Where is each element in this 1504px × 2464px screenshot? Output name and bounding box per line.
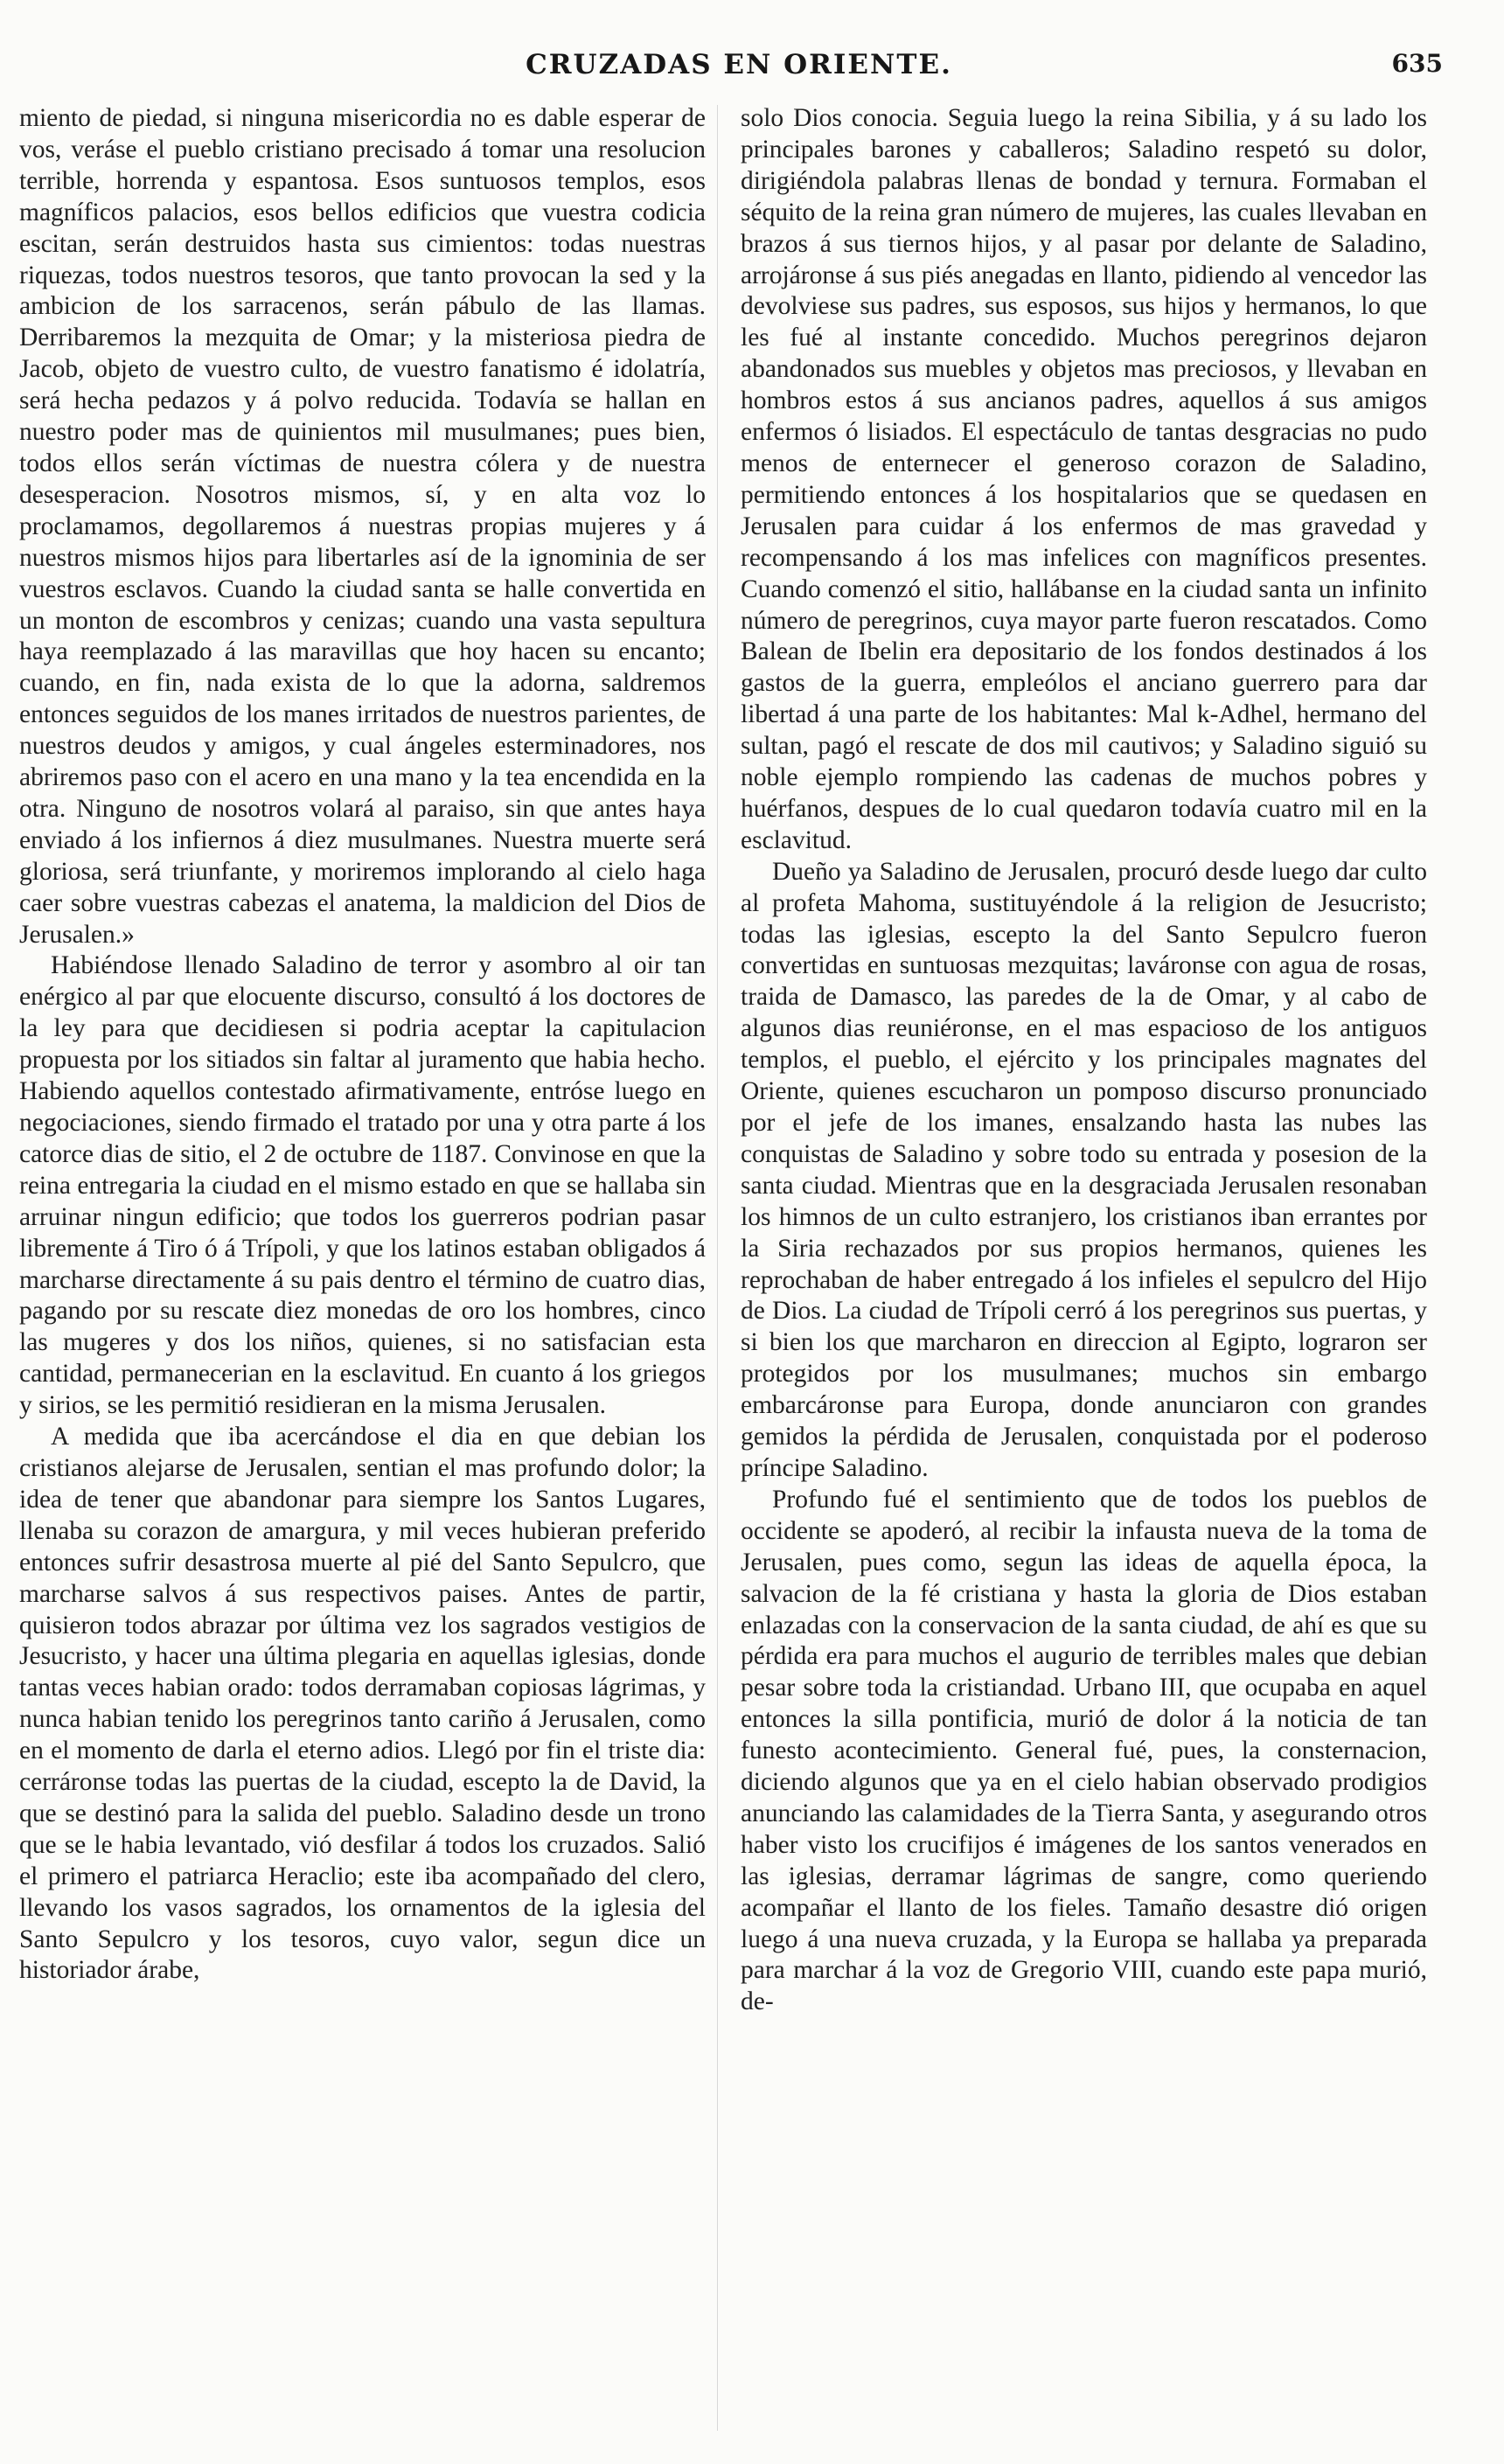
paragraph: Habiéndose llenado Saladino de terror y asombro al oir tan enérgico al par que elocuente discurso, consultó á los doctores de la ley para que decidiesen si podria aceptar la capitulacion propuesta por los sitiados sin faltar al juramento que habia hecho. Habiendo aquellos contestado afirmativamente, entróse luego en negociaciones, siendo firmado el tratado por una y otra parte á los catorce dias de sitio, el 2 de octubre de 1187. Convinose en que la reina entregaria la ciudad en el mismo estado en que se hallaba sin arruinar ningun edificio; que todos los guerreros podrian pasar libremente á Tiro ó á Trípoli, y que los latinos estaban obligados á marcharse directamente á su pais dentro el término de cuatro dias, pagando por su rescate diez monedas de oro los hombres, cinco las mugeres y dos los niños, quienes, si no satisfacian esta cantidad, permanecerian en la esclavitud. En cuanto á los griegos y sirios, se les permitió residieran en la misma Jerusalen. [19,951,706,1420]
page-header [35,42,1443,94]
column-divider [717,105,718,2431]
page-number: 635 [1391,49,1443,78]
paragraph: Dueño ya Saladino de Jerusalen, procuró desde luego dar culto al profeta Mahoma, sustituyéndole á la religion de Jesucristo; todas las iglesias, escepto la del Santo Sepulcro fueron convertidas en suntuosas mezquitas; laváronse con agua de rosas, traida de Damasco, las paredes de la de Omar, y al cabo de algunos dias reuniéronse, en el mas espacioso de los antiguos templos, el pueblo, el ejército y los principales magnates del Oriente, quienes escucharon un pomposo discurso pronunciado por el jefe de los imanes, ensalzando hasta las nubes las conquistas de Saladino y sobre todo su entrada y posesion de la santa ciudad. Mientras que en la desgraciada Jerusalen resonaban los himnos de un culto estranjero, los cristianos iban errantes por la Siria rechazados por sus propios hermanos, quienes les reprochaban de haber entregado á los infieles el sepulcro del Hijo de Dios. La ciudad de Trípoli cerró á los peregrinos sus puertas, y si bien los que marcharon en direccion al Egipto, lograron ser protegidos por los musulmanes; muchos sin embargo embarcáronse para Europa, donde anunciaron con grandes gemidos la pérdida de Jerusalen, conquistada por el poderoso príncipe Saladino. [741,857,1427,1482]
left-column [19,103,706,2447]
paragraph: solo Dios conocia. Seguia luego la reina Sibilia, y á su lado los principales barones y caballeros; Saladino respetó su dolor, dirigiéndola palabras llenas de bondad y ternura. Formaban el séquito de la reina gran número de mujeres, las cuales llevaban en brazos á sus tiernos hijos, y al pasar por delante de Saladino, arrojáronse á sus piés anegadas en llanto, pidiendo al vencedor las devolviese sus padres, sus esposos, sus hijos y hermanos, lo que les fué al instante concedido. Muchos peregrinos dejaron abandonados sus muebles y objetos mas preciosos, y llevaban en hombros estos á sus ancianos padres, aquellos á sus amigos enfermos ó lisiados. El espectáculo de tantas desgracias no pudo menos de enternecer el generoso corazon de Saladino, permitiendo entonces á los hospitalarios que se quedasen en Jerusalen para cuidar á los enfermos de mas gravedad y recompensando á los mas infelices con magníficos presentes. Cuando comenzó el sitio, hallábanse en la ciudad santa un infinito número de peregrinos, cuya mayor parte fueron rescatados. Como Balean de Ibelin era depositario de los fondos destinados á los gastos de la guerra, empleólos el anciano guerrero para dar libertad á una parte de los habitantes: Mal k-Adhel, hermano del sultan, pagó el rescate de dos mil cautivos; y Saladino siguió su noble ejemplo rompiendo las cadenas de muchos pobres y huérfanos, despues de lo cual quedaron todavía cuatro mil en la esclavitud. [741,104,1427,854]
paragraph: A medida que iba acercándose el dia en que debian los cristianos alejarse de Jerusalen, sentian el mas profundo dolor; la idea de tener que abandonar para siempre los Santos Lugares, llenaba su corazon de amargura, y mil veces hubieran preferido entonces sufrir desastrosa muerte al pié del Santo Sepulcro, que marcharse salvos á sus respectivos paises. Antes de partir, quisieron todos abrazar por última vez los sagrados vestigios de Jesucristo, y hacer una última plegaria en aquellas iglesias, donde tantas veces habian orado: todos derramaban copiosas lágrimas, y nunca habian tenido los peregrinos tanto cariño á Jerusalen, como en el momento de darla el eterno adios. Llegó por fin el triste dia: cerráronse todas las puertas de la ciudad, escepto la de David, la que se destinó para la salida del pueblo. Saladino desde un trono que se le habia levantado, vió desfilar á todos los cruzados. Salió el primero el patriarca Heraclio; este iba acompañado del clero, llevando los vasos sagrados, los ornamentos de la iglesia del Santo Sepulcro y los tesoros, cuyo valor, segun dice un historiador árabe, [19,1423,706,1985]
running-title: CRUZADAS EN ORIENTE. [526,49,952,80]
right-column [741,103,1427,2447]
paragraph: Profundo fué el sentimiento que de todos los pueblos de occidente se apoderó, al recibir la infausta nueva de la toma de Jerusalen, pues como, segun las ideas de aquella época, la salvacion de la fé cristiana y hasta la gloria de Dios estaban enlazadas con la conservacion de la santa ciudad, de ahí es que su pérdida era para muchos el augurio de terribles males que debian pesar sobre toda la cristiandad. Urbano III, que ocupaba en aquel entonces la silla pontificia, murió de dolor á la noticia de tan funesto acontecimiento. General fué, pues, la consternacion, diciendo algunos que ya en el cielo habian observado prodigios anunciando las calamidades de la Tierra Santa, y asegurando otros haber visto los crucifijos é imágenes de los santos venerados en las iglesias, derramar lágrimas de sangre, como queriendo acompañar el llanto de los fieles. Tamaño desastre dió origen luego á una nueva cruzada, y la Europa se hallaba ya preparada para marchar á la voz de Gregorio VIII, cuando este papa murió, de- [741,1485,1427,2016]
paragraph: miento de piedad, si ninguna misericordia no es dable esperar de vos, veráse el pueblo cristiano precisado á tomar una resolucion terrible, horrenda y espantosa. Esos suntuosos templos, esos magníficos palacios, esos bellos edificios que vuestra codicia escitan, serán destruidos hasta sus cimientos: todas nuestras riquezas, todos nuestros tesoros, que tanto provocan la sed y la ambicion de los sarracenos, serán pábulo de las llamas. Derribaremos la mezquita de Omar; y la misteriosa piedra de Jacob, objeto de vuestro culto, de vuestro fanatismo é idolatría, será hecha pedazos y á polvo reducida. Todavía se hallan en nuestro poder mas de quinientos mil musulmanes; pues bien, todos ellos serán víctimas de nuestra cólera y de nuestra desesperacion. Nosotros mismos, sí, y en alta voz lo proclamamos, degollaremos á nuestras propias mujeres y á nuestros mismos hijos para libertarles así de la ignominia de ser vuestros esclavos. Cuando la ciudad santa se halle convertida en un monton de escombros y cenizas; cuando una vasta sepultura haya reemplazado á las maravillas que hoy hacen su encanto; cuando, en fin, nada exista de lo que la adorna, saldremos entonces seguidos de los manes irritados de nuestros parientes, de nuestros deudos y amigos, y cual ángeles esterminadores, nos abriremos paso con el acero en una mano y la tea encendida en la otra. Ninguno de nosotros volará al paraiso, sin que antes haya enviado á los infiernos á diez musulmanes. Nuestra muerte será gloriosa, será triunfante, y moriremos implorando al cielo haga caer sobre vuestras cabezas el anatema, la maldicion del Dios de Jerusalen.» [19,104,706,949]
